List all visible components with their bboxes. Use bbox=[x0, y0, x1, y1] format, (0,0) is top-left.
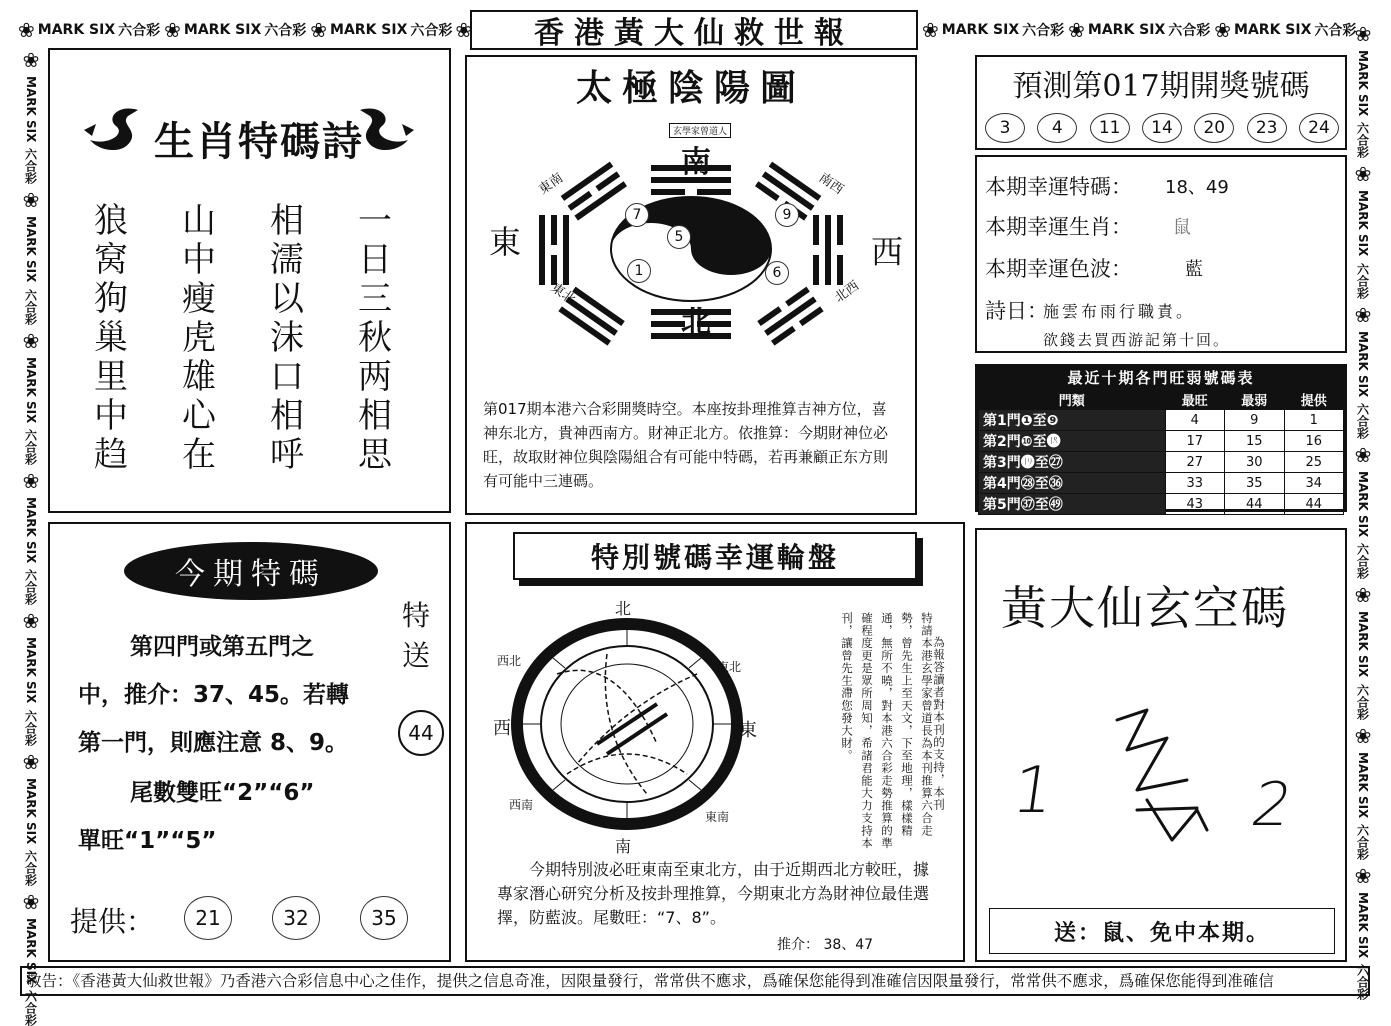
flower-icon: ❀ bbox=[1354, 863, 1372, 888]
direction-west: 西 bbox=[871, 233, 904, 271]
poem-column: 狼 窝 狗 巢 里 中 趋 bbox=[94, 201, 128, 475]
prediction-title: 預測第017期開獎號碼 bbox=[1012, 69, 1310, 104]
taiji-number: 7 bbox=[625, 203, 649, 227]
xuankong-footer-box bbox=[989, 908, 1335, 954]
column-header: 最旺 bbox=[1165, 390, 1224, 410]
table-row: 第4門㉘至㊱ 33 35 34 bbox=[979, 473, 1344, 494]
poem-column: 一 日 三 秋 两 相 思 bbox=[358, 201, 392, 475]
footer-notice: 敬告：《香港黃大仙救世報》乃香港六合彩信息中心之佳作，提供之信息奇准，因限量發行，常常供不應求，爲確保您能得到准確信因限量發行，常常供不應求，爲確保您能得到准確信 bbox=[20, 966, 1370, 996]
brand-tile: ❀ MARK SIX 六合彩 bbox=[18, 18, 161, 42]
special-title: 今期特碼 bbox=[175, 557, 327, 592]
special-line: 中，推介：37、45。若轉 bbox=[78, 682, 350, 708]
zodiac-poem-panel bbox=[48, 48, 451, 513]
wheel-panel bbox=[465, 522, 965, 962]
table-row: 第2門❿至⓲ 17 15 16 bbox=[979, 431, 1344, 452]
flower-icon: ❀ bbox=[22, 48, 40, 72]
number-ball: 3 bbox=[985, 113, 1025, 143]
flower-icon: ❀ bbox=[1068, 18, 1085, 42]
lucky-special-label: 本期幸運特碼： bbox=[985, 175, 1132, 199]
special-title-badge bbox=[124, 542, 378, 600]
flower-icon: ❀ bbox=[22, 749, 40, 774]
lucky-poem-line: 欲錢去買西游記第十回。 bbox=[1043, 331, 1231, 349]
flower-icon: ❀ bbox=[22, 468, 40, 493]
xuankong-panel bbox=[975, 528, 1347, 962]
taiji-panel bbox=[465, 55, 917, 515]
table-row: 第1門❶至❾ 4 9 1 bbox=[979, 410, 1344, 431]
flower-icon: ❀ bbox=[18, 18, 35, 42]
wheel-dir-nw: 西北 bbox=[497, 654, 522, 668]
flower-icon: ❀ bbox=[22, 188, 40, 213]
flower-icon: ❀ bbox=[1354, 22, 1372, 46]
lucky-panel bbox=[975, 155, 1347, 353]
right-brand-strip: ❀ MARK SIX 六合彩 ❀ MARK SIX 六合彩 ❀ MARK SIX 六合彩 ❀ MARK SIX 六合彩 ❀ MARK SIX 六合彩 ❀ MARK SIX 六合彩 ❀ MARK SIX 六合彩 bbox=[1354, 22, 1372, 1001]
lucky-zodiac-label: 本期幸運生肖： bbox=[985, 215, 1132, 239]
number-ball: 14 bbox=[1142, 113, 1182, 143]
number-ball: 23 bbox=[1247, 113, 1287, 143]
corner-label: 東南 bbox=[536, 170, 567, 198]
left-brand-strip: ❀ MARK SIX 六合彩 ❀ MARK SIX 六合彩 ❀ MARK SIX 六合彩 ❀ MARK SIX 六合彩 ❀ MARK SIX 六合彩 ❀ MARK SIX 六合彩 ❀ MARK SIX 六合彩 bbox=[22, 48, 40, 1026]
flower-icon: ❀ bbox=[1354, 162, 1372, 187]
lucky-color-value: 藍 bbox=[1185, 259, 1203, 280]
hand-digit: 2 bbox=[1245, 770, 1299, 840]
lucky-zodiac-value: 鼠 bbox=[1173, 217, 1191, 238]
brand-tile: ❀ MARK SIX 六合彩 bbox=[922, 18, 1065, 42]
wheel-vertical-text: 為報答讀者對本刊的支持，本刊 bbox=[932, 636, 946, 811]
taiji-title-wrap bbox=[467, 57, 915, 119]
wheel-recommend: 推介： 38、47 bbox=[777, 937, 874, 953]
wheel-dir-s: 南 bbox=[615, 837, 632, 856]
special-line: 單旺“1”“5” bbox=[78, 828, 217, 854]
flower-icon: ❀ bbox=[1354, 442, 1372, 467]
direction-north: 北 bbox=[681, 305, 711, 340]
gift-number: 44 bbox=[398, 710, 444, 756]
special-line: 尾數雙旺“2”“6” bbox=[130, 780, 315, 806]
poem-title: 生肖特碼詩 bbox=[154, 118, 364, 165]
brand-tile: ❀ MARK SIX 六合彩 bbox=[1214, 18, 1357, 42]
number-ball: 20 bbox=[1194, 113, 1234, 143]
dragon-icon bbox=[356, 100, 420, 160]
flower-icon: ❀ bbox=[1354, 723, 1372, 748]
prediction-panel bbox=[975, 55, 1347, 150]
special-line: 第一門，則應注意 8、9。 bbox=[78, 730, 349, 756]
taiji-number: 5 bbox=[667, 225, 691, 249]
wheel-title: 特別號碼幸運輪盤 bbox=[590, 541, 839, 574]
corner-label: 東北 bbox=[547, 280, 578, 308]
taiji-description: 第017期本港六合彩開獎時空。本座按卦理推算吉神方位，喜神东北方，貴神西南方。財神正北方。依推算：今期財神位必旺，故取財神位與陰陽組合有可能中特碼，若再兼顧正东方則有可能中三連碼。 bbox=[483, 400, 889, 490]
number-ball: 24 bbox=[1299, 113, 1339, 143]
wheel-title-box bbox=[513, 532, 917, 580]
wheel-dir-w: 西 bbox=[493, 718, 511, 739]
flower-icon: ❀ bbox=[164, 18, 181, 42]
flower-icon: ❀ bbox=[1214, 18, 1232, 42]
number-ball: 11 bbox=[1090, 113, 1130, 143]
special-code-panel bbox=[48, 522, 451, 962]
taiji-number: 2 bbox=[735, 244, 745, 260]
offer-label: 提供： bbox=[70, 905, 155, 938]
seal-label: 玄學家曾道人 bbox=[669, 123, 731, 138]
wheel-dir-sw: 西南 bbox=[509, 798, 534, 812]
poem-column: 相 濡 以 沫 口 相 呼 bbox=[270, 201, 304, 475]
wheel-dir-ne: 東北 bbox=[717, 660, 742, 674]
flower-icon: ❀ bbox=[22, 889, 40, 914]
table-header-row bbox=[979, 390, 1344, 410]
dragon-icon bbox=[78, 100, 142, 160]
gate-table bbox=[978, 389, 1344, 515]
column-header: 門類 bbox=[979, 390, 1166, 410]
corner-label: 南西 bbox=[815, 170, 846, 198]
corner-label: 北西 bbox=[832, 278, 863, 306]
offer-number: 32 bbox=[272, 896, 320, 940]
hand-digit: 1 bbox=[1007, 754, 1059, 828]
flower-icon: ❀ bbox=[1354, 302, 1372, 327]
flower-icon: ❀ bbox=[22, 328, 40, 353]
flower-icon: ❀ bbox=[922, 18, 939, 42]
gate-table-title: 最近十期各門旺弱號碼表 bbox=[978, 367, 1344, 389]
lucky-poem-label: 詩日： bbox=[985, 299, 1048, 323]
wheel-vertical-text: 特請本港玄學家曾道長為本刊推算六合走勢，曾先生上至天文，下至地理，樣樣精通，無所不曉，對本港六合彩走勢推算的準確程度更是眾所周知，希諸君能大力支持本刊，讓曾先生滯您發大財。 bbox=[840, 612, 934, 850]
table-row: 第3門⓳至㉗ 27 30 25 bbox=[979, 452, 1344, 473]
flower-icon: ❀ bbox=[1354, 583, 1372, 608]
taiji-title: 太極陰陽圖 bbox=[575, 67, 806, 109]
top-brand-strip-left bbox=[18, 12, 472, 48]
brand-tile: ❀ MARK SIX 六合彩 ❀ bbox=[310, 18, 473, 42]
wheel-dir-e: 東 bbox=[739, 720, 757, 741]
table-row: 第5門㊲至㊾ 43 44 44 bbox=[979, 494, 1344, 515]
top-brand-strip-right bbox=[922, 12, 1356, 48]
offer-number: 35 bbox=[360, 896, 408, 940]
xuankong-footer: 送：鼠、免中本期。 bbox=[1053, 920, 1270, 946]
direction-east: 東 bbox=[489, 223, 522, 261]
poem-column: 山 中 瘦 虎 雄 心 在 bbox=[182, 201, 216, 475]
fortune-wheel bbox=[507, 614, 747, 834]
taiji-number: 1 bbox=[627, 259, 651, 283]
lucky-special-value: 18、49 bbox=[1165, 177, 1229, 198]
taiji-number: 6 bbox=[765, 261, 789, 285]
number-ball: 4 bbox=[1037, 113, 1077, 143]
offer-number: 21 bbox=[184, 896, 232, 940]
brand-tile: ❀ MARK SIX 六合彩 bbox=[1068, 18, 1211, 42]
prediction-numbers bbox=[985, 113, 1339, 143]
direction-south: 南 bbox=[681, 145, 711, 180]
wheel-description: 今期特別波必旺東南至東北方，由于近期西北方較旺，據專家潛心研究分析及按卦理推算，今期東北方為財神位最佳選擇，防藍波。尾數旺：“7、8”。 bbox=[497, 860, 930, 927]
taiji-number: 9 bbox=[775, 203, 799, 227]
masthead bbox=[470, 10, 918, 50]
column-header: 最弱 bbox=[1225, 390, 1284, 410]
special-line: 第四門或第五門之 bbox=[130, 634, 314, 660]
lucky-poem-line: 施雲布雨行職責。 bbox=[1043, 302, 1196, 321]
gate-table-panel bbox=[975, 364, 1347, 512]
flower-icon: ❀ bbox=[310, 18, 328, 42]
wheel-dir-n: 北 bbox=[615, 599, 632, 618]
xuankong-title: 黃大仙玄空碼 bbox=[1001, 581, 1289, 635]
flower-icon: ❀ bbox=[22, 609, 40, 634]
masthead-title: 香港黃大仙救世報 bbox=[534, 16, 854, 51]
column-header: 提供 bbox=[1284, 390, 1344, 410]
brand-tile: ❀ MARK SIX 六合彩 bbox=[164, 18, 307, 42]
flower-icon: ❀ bbox=[455, 18, 473, 42]
lucky-color-label: 本期幸運色波： bbox=[985, 257, 1132, 281]
wheel-dir-se: 東南 bbox=[705, 810, 730, 824]
gift-label: 特送 bbox=[402, 599, 431, 672]
